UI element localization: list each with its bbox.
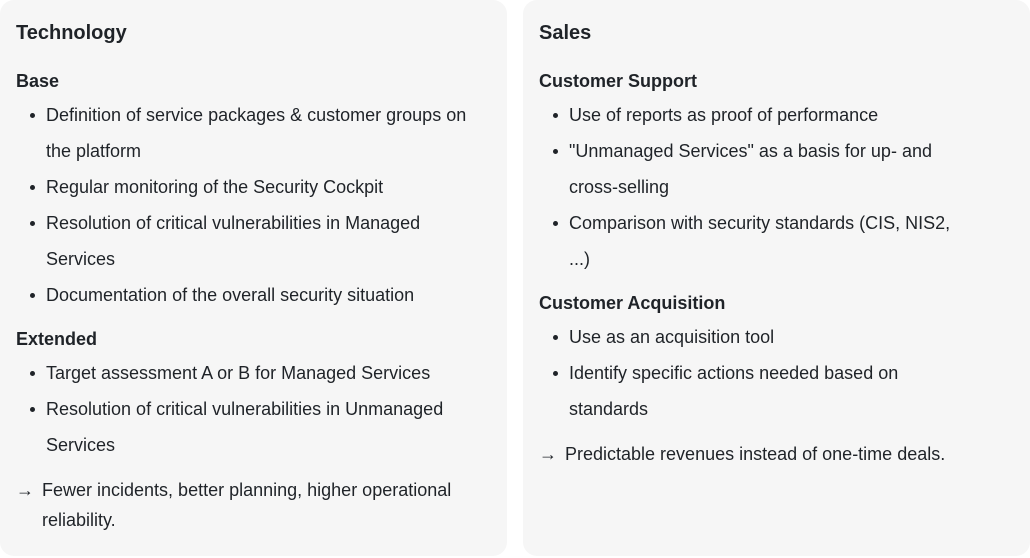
list-item: Target assessment A or B for Managed Services — [16, 355, 491, 391]
base-section-title: Base — [16, 71, 60, 91]
list-item: Comparison with security standards (CIS, NIS2, ...) — [539, 205, 974, 277]
technology-conclusion-text: Fewer incidents, better planning, higher operational reliability. — [42, 480, 452, 530]
technology-title: Technology — [16, 22, 127, 44]
list-item: Regular monitoring of the Security Cockpit — [16, 169, 491, 205]
list-item: Documentation of the overall security situation — [16, 277, 491, 313]
arrow-right-icon: → — [539, 444, 557, 464]
sales-conclusion — [539, 439, 1030, 469]
sales-card — [523, 0, 1030, 556]
list-item: Definition of service packages & customer groups on the platform — [16, 97, 491, 169]
extended-list — [16, 355, 507, 463]
extended-section-title: Extended — [16, 329, 98, 349]
customer-support-section-title: Customer Support — [539, 71, 698, 91]
list-item: Use as an acquisition tool — [539, 319, 974, 355]
list-item: Identify specific actions needed based on standards — [539, 355, 974, 427]
list-item: Resolution of critical vulnerabilities in Unmanaged Services — [16, 391, 491, 463]
technology-conclusion — [16, 475, 462, 535]
customer-support-list — [539, 97, 1030, 277]
arrow-right-icon: → — [16, 480, 34, 500]
sales-title: Sales — [539, 22, 592, 44]
list-item: Use of reports as proof of performance — [539, 97, 974, 133]
base-list — [16, 97, 507, 313]
list-item: "Unmanaged Services" as a basis for up- and cross-selling — [539, 133, 974, 205]
sales-conclusion-text: Predictable revenues instead of one-time deals. — [565, 444, 946, 464]
technology-card — [0, 0, 507, 556]
list-item: Resolution of critical vulnerabilities in Managed Services — [16, 205, 491, 277]
customer-acquisition-list — [539, 319, 1030, 427]
customer-acquisition-section-title: Customer Acquisition — [539, 293, 726, 313]
